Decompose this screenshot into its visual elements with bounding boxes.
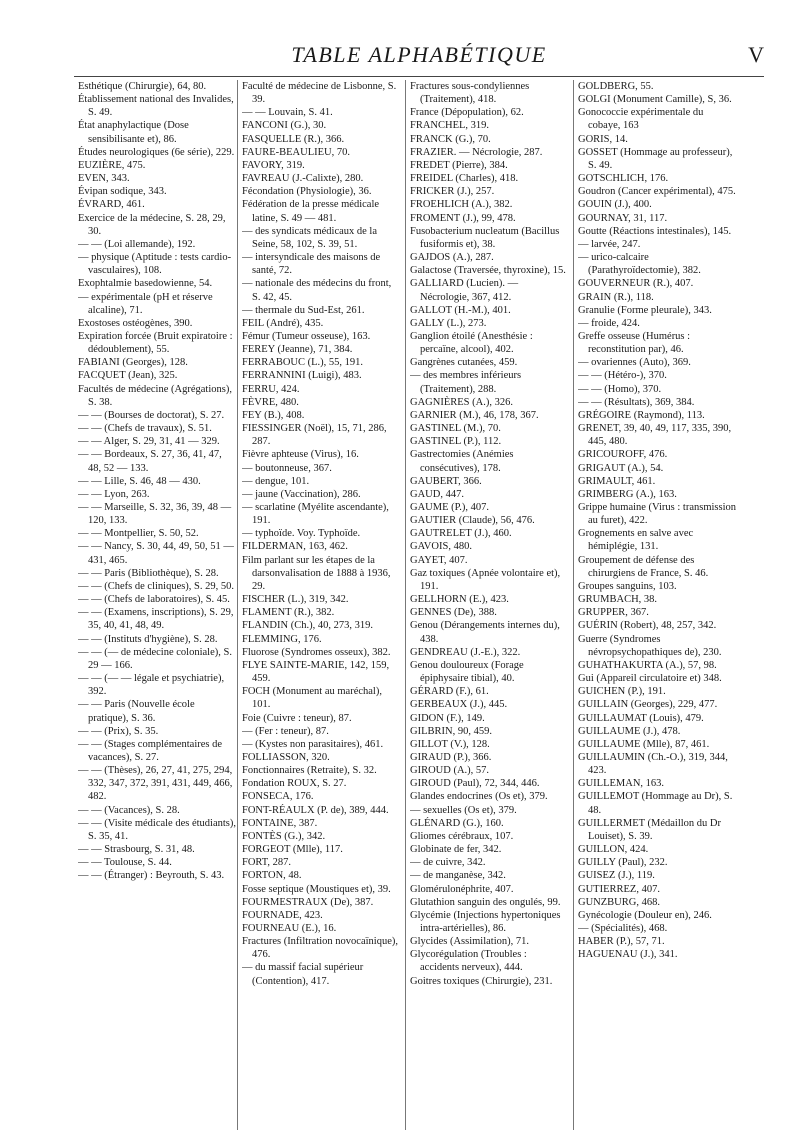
index-column-4 <box>578 80 736 1130</box>
index-entry: GIRAUD (P.), 366. <box>410 751 492 763</box>
index-entry: Glandes endocrines (Os et), 379. <box>410 791 548 803</box>
index-entry: Gynécologie (Douleur en), 246. <box>578 909 712 921</box>
index-entry: Fièvre aphteuse (Virus), 16. <box>242 449 359 461</box>
index-entry: Faculté de médecine de Lisbonne, S. 39. <box>242 81 397 106</box>
index-entry: — — (Vacances), S. 28. <box>78 804 180 816</box>
index-entry: FERRU, 424. <box>242 383 300 395</box>
index-entry: GAVOIS, 480. <box>410 541 472 553</box>
index-entry: GOTSCHLICH, 176. <box>578 173 669 185</box>
index-entry: Genou douloureux (Forage épiphysaire tibial), 40. <box>410 659 524 685</box>
index-entry: GOSSET (Hommage au professeur), S. 49. <box>578 146 733 171</box>
index-entry: — — (— de médecine coloniale), S. 29 — 166. <box>78 646 232 671</box>
index-entry: FOCH (Monument au maréchal), 101. <box>242 686 382 711</box>
index-entry: GALLOT (H.-M.), 401. <box>410 304 511 316</box>
index-entry: FONTÈS (G.), 342. <box>242 830 326 842</box>
index-column-3 <box>410 80 568 1130</box>
index-entry: GAUTRELET (J.), 460. <box>410 528 512 540</box>
index-entry: — des syndicats médicaux de la Seine, 58, 102, S. 39, 51. <box>242 225 378 250</box>
index-entry: FAVREAU (J.-Calixte), 280. <box>242 173 364 185</box>
index-entry: Glycémie (Injections hypertoniques intra-artérielles), 86. <box>410 909 561 934</box>
index-entry: — — (Thèses), 26, 27, 41, 275, 294, 332, 347, 372, 391, 431, 449, 466, 482. <box>78 765 233 803</box>
index-entry: GUILLAUMAT (Louis), 479. <box>578 712 704 724</box>
index-entry: — — (Stages complémentaires de vacances), S. 27. <box>78 738 223 763</box>
index-entry: GRAIN (R.), 118. <box>578 291 654 303</box>
index-entry: FRICKER (J.), 257. <box>410 186 495 198</box>
index-entry: FRANCK (G.), 70. <box>410 133 491 145</box>
index-entry: FIESSINGER (Noël), 15, 71, 286, 287. <box>242 423 387 448</box>
index-column-2 <box>242 80 400 1130</box>
index-entry: GUHATHAKURTA (A.), 57, 98. <box>578 659 717 671</box>
index-entry: — — Marseille, S. 32, 36, 39, 48 — 120, 133. <box>78 502 232 527</box>
index-entry: — (Kystes non parasitaires), 461. <box>242 738 384 750</box>
index-entry: Guerre (Syndromes névropsychopathiques de), 230. <box>578 633 722 658</box>
index-entry: GIDON (F.), 149. <box>410 712 485 724</box>
index-entry: GASTINEL (M.), 70. <box>410 423 501 435</box>
index-entry: GUTIERREZ, 407. <box>578 883 660 895</box>
index-entry: — — Lyon, 263. <box>78 488 150 500</box>
index-entry: FANCONI (G.), 30. <box>242 120 327 132</box>
index-entry: ÉVRARD, 461. <box>78 199 145 211</box>
index-entry: FERRANNINI (Luigi), 483. <box>242 370 362 382</box>
index-entry: GOUVERNEUR (R.), 407. <box>578 278 694 290</box>
index-entry: FRANCHEL, 319. <box>410 120 490 132</box>
index-entry: GRIMAULT, 461. <box>578 475 656 487</box>
index-entry: Études neurologiques (6e série), 229. <box>78 146 235 158</box>
index-entry: HABER (P.), 57, 71. <box>578 936 665 948</box>
column-divider <box>405 80 406 1130</box>
index-entry: GUILLAUME (Mlle), 87, 461. <box>578 738 710 750</box>
index-entry: Greffe osseuse (Humérus : reconstitution par), 46. <box>578 330 691 356</box>
index-entry: GRUMBACH, 38. <box>578 594 658 606</box>
index-entry: Groupement de défense des chirurgiens de France, S. 46. <box>578 554 709 579</box>
index-entry: FRAZIER. — Nécrologie, 287. <box>410 146 543 158</box>
index-entry: FONT-RÉAULX (P. de), 389, 444. <box>242 804 389 816</box>
index-entry: GALLIARD (Lucien). — Nécrologie, 367, 412. <box>410 278 519 303</box>
index-entry: GAUME (P.), 407. <box>410 502 490 513</box>
index-entry: — — (Hétéro-), 370. <box>578 370 667 382</box>
index-entry: Glycorégulation (Troubles : accidents nerveux), 444. <box>410 949 527 974</box>
index-entry: EVEN, 343. <box>78 173 130 185</box>
index-entry: — — Paris (Bibliothèque), S. 28. <box>78 567 219 579</box>
index-entry: FLAMENT (R.), 382. <box>242 607 335 619</box>
index-entry: GUÉRIN (Robert), 48, 257, 342. <box>578 620 717 632</box>
index-entry: GENDREAU (J.-E.), 322. <box>410 646 521 658</box>
index-entry: GOLGI (Monument Camille), S, 36. <box>578 94 732 106</box>
index-entry: GUILLEMOT (Hommage au Dr), S. 48. <box>578 791 733 816</box>
index-entry: Galactose (Traversée, thyroxine), 15. <box>410 265 566 277</box>
index-entry: Fédération de la presse médicale latine, S. 49 — 481. <box>242 199 380 224</box>
index-entry: FROMENT (J.), 99, 478. <box>410 212 516 224</box>
index-entry: — — (Chefs de laboratoires), S. 45. <box>78 594 230 606</box>
index-entry: GIROUD (Paul), 72, 344, 446. <box>410 778 540 790</box>
index-entry: Évipan sodique, 343. <box>78 186 167 198</box>
index-entry: GRUPPER, 367. <box>578 607 649 619</box>
index-entry: GENNES (De), 388. <box>410 607 497 619</box>
index-entry: Genou (Dérangements internes du), 438. <box>410 620 560 645</box>
index-entry: Grognements en salve avec hémiplégie, 131. <box>578 528 694 553</box>
index-entry: — — (Résultats), 369, 384. <box>578 396 695 408</box>
index-entry: GUILLY (Paul), 232. <box>578 857 668 869</box>
index-entry: — — Nancy, S. 30, 44, 49, 50, 51 — 431, 465. <box>78 541 234 566</box>
index-entry: Gui (Appareil circulatoire et) 348. <box>578 673 722 685</box>
index-entry: — — (Instituts d'hygiène), S. 28. <box>78 633 218 645</box>
index-entry: — — Strasbourg, S. 31, 48. <box>78 844 195 856</box>
index-entry: Gliomes cérébraux, 107. <box>410 830 514 842</box>
index-entry: Exostoses ostéogènes, 390. <box>78 317 193 329</box>
index-entry: GASTINEL (P.), 112. <box>410 436 502 448</box>
index-entry: GAGNIÈRES (A.), 326. <box>410 396 513 408</box>
index-entry: GALLY (L.), 273. <box>410 317 487 329</box>
index-entry: Goutte (Réactions intestinales), 145. <box>578 225 732 237</box>
index-entry: — — Montpellier, S. 50, 52. <box>78 528 199 540</box>
index-entry: GUILLAUMIN (Ch.-O.), 319, 344, 423. <box>578 751 728 777</box>
index-entry: — — (Chefs de cliniques), S. 29, 50. <box>78 580 235 592</box>
index-entry: FÈVRE, 480. <box>242 396 299 408</box>
index-entry: — — (Loi allemande), 192. <box>78 238 196 250</box>
index-entry: GILLOT (V.), 128. <box>410 738 490 750</box>
index-entry: — froide, 424. <box>578 317 640 329</box>
index-entry: Fémur (Tumeur osseuse), 163. <box>242 330 371 342</box>
index-entry: FACQUET (Jean), 325. <box>78 370 178 382</box>
index-entry: — — (Prix), S. 35. <box>78 725 159 737</box>
index-entry: — du massif facial supérieur (Contention), 417. <box>242 962 364 987</box>
page-header <box>74 42 764 76</box>
index-entry: FABIANI (Georges), 128. <box>78 357 188 369</box>
index-entry: — — Louvain, S. 41. <box>242 107 333 119</box>
index-entry: FERRABOUC (L.), 55, 191. <box>242 357 364 369</box>
index-entry: — nationale des médecins du front, S. 42, 45. <box>242 278 392 303</box>
index-entry: GAUBERT, 366. <box>410 475 482 487</box>
index-entry: Glycides (Assimilation), 71. <box>410 936 529 948</box>
index-entry: Gastrectomies (Anémies consécutives), 178. <box>410 449 514 474</box>
index-entry: — ovariennes (Auto), 369. <box>578 357 691 369</box>
index-entry: Exophtalmie basedowienne, 54. <box>78 278 213 290</box>
index-entry: GAYET, 407. <box>410 554 468 566</box>
index-entry: France (Dépopulation), 62. <box>410 107 524 119</box>
index-entry: GRÉGOIRE (Raymond), 113. <box>578 409 705 421</box>
index-entry: — de cuivre, 342. <box>410 857 486 869</box>
index-entry: Fécondation (Physiologie), 36. <box>242 186 372 198</box>
index-entry: Exercice de la médecine, S. 28, 29, 30. <box>78 212 226 237</box>
index-entry: GAUTIER (Claude), 56, 476. <box>410 515 535 527</box>
index-entry: Facultés de médecine (Agrégations), S. 38. <box>78 383 232 408</box>
index-entry: — — (Homo), 370. <box>578 383 662 395</box>
index-entry: — sexuelles (Os et), 379. <box>410 804 517 816</box>
index-entry: — larvée, 247. <box>578 238 641 250</box>
index-entry: FISCHER (L.), 319, 342. <box>242 594 349 606</box>
index-entry: FEREY (Jeanne), 71, 384. <box>242 344 353 356</box>
index-entry: GIROUD (A.), 57. <box>410 765 490 777</box>
index-entry: GÉRARD (F.), 61. <box>410 686 489 698</box>
index-entry: — — (Visite médicale des étudiants), S. 35, 41. <box>78 817 236 842</box>
index-entry: Groupes sanguins, 103. <box>578 580 677 592</box>
index-entry: Gangrènes cutanées, 459. <box>410 357 518 369</box>
index-entry: FASQUELLE (R.), 366. <box>242 133 345 145</box>
index-column-1 <box>78 80 236 1130</box>
index-entry: Fractures sous-condyliennes (Traitement), 418. <box>410 81 530 106</box>
index-entry: GUILLAIN (Georges), 229, 477. <box>578 699 718 711</box>
index-entry: GRICOUROFF, 476. <box>578 449 668 461</box>
index-entry: — (Fer : teneur), 87. <box>242 725 329 737</box>
index-entry: FAURE-BEAULIEU, 70. <box>242 146 351 158</box>
index-entry: FONSECA, 176. <box>242 791 314 803</box>
index-entry: FOURNEAU (E.), 16. <box>242 923 337 934</box>
index-entry: Esthétique (Chirurgie), 64, 80. <box>78 81 207 92</box>
index-entry: — de manganèse, 342. <box>410 870 506 882</box>
index-entry: Grippe humaine (Virus : transmission au furet), 422. <box>578 502 736 527</box>
index-entry: FOLLIASSON, 320. <box>242 751 330 763</box>
index-entry: EUZIÈRE, 475. <box>78 159 146 171</box>
index-entry: Foie (Cuivre : teneur), 87. <box>242 712 352 724</box>
index-entry: Ganglion étoilé (Anesthésie : percaïne, alcool), 402. <box>410 330 533 356</box>
index-entry: GUILLEMAN, 163. <box>578 778 665 790</box>
index-entry: GARNIER (M.), 46, 178, 367. <box>410 409 539 421</box>
index-entry: Goitres toxiques (Chirurgie), 231. <box>410 975 553 987</box>
index-entry: FLEMMING, 176. <box>242 633 322 645</box>
index-entry: FORT, 287. <box>242 857 292 869</box>
index-entry: — — Bordeaux, S. 27, 36, 41, 47, 48, 52 — 133. <box>78 449 222 474</box>
index-entry: — (Spécialités), 468. <box>578 923 668 934</box>
index-entry: GAJDOS (A.), 287. <box>410 252 494 264</box>
index-entry: FORTON, 48. <box>242 870 302 882</box>
index-entry: GOUIN (J.), 400. <box>578 199 652 211</box>
index-entry: GUILLERMET (Médaillon du Dr Louiset), S. 39. <box>578 817 721 842</box>
index-entry: FORGEOT (Mlle), 117. <box>242 844 343 856</box>
index-entry: Fluorose (Syndromes osseux), 382. <box>242 646 391 658</box>
index-entry: — urico-calcaire (Parathyroïdectomie), 382. <box>578 252 701 277</box>
column-divider <box>573 80 574 1130</box>
index-entry: FLYE SAINTE-MARIE, 142, 159, 459. <box>242 659 390 685</box>
index-entry: — — Alger, S. 29, 31, 41 — 329. <box>78 436 220 448</box>
index-entry: GERBEAUX (J.), 445. <box>410 699 508 711</box>
index-entry: Fosse septique (Moustiques et), 39. <box>242 883 391 895</box>
index-entry: — jaune (Vaccination), 286. <box>242 488 361 500</box>
header-rule <box>74 76 764 77</box>
index-entry: GOLDBERG, 55. <box>578 81 654 92</box>
index-entry: — — (Examens, inscriptions), S. 29, 35, 40, 41, 48, 49. <box>78 607 234 632</box>
index-entry: Fusobacterium nucleatum (Bacillus fusiformis et), 38. <box>410 225 560 250</box>
index-entry: — — Paris (Nouvelle école pratique), S. 36. <box>78 699 195 724</box>
index-entry: État anaphylactique (Dose sensibilisante et), 86. <box>78 120 189 145</box>
index-entry: GUILLON, 424. <box>578 844 649 856</box>
index-entry: FEY (B.), 408. <box>242 409 305 421</box>
index-entry: GUILLAUME (J.), 478. <box>578 725 681 737</box>
index-entry: FROEHLICH (A.), 382. <box>410 199 513 211</box>
index-entry: Expiration forcée (Bruit expiratoire : dédoublement), 55. <box>78 330 233 356</box>
index-entry: Fractures (Infiltration novocaïnique), 476. <box>242 936 398 961</box>
index-entry: — thermale du Sud-Est, 261. <box>242 304 365 316</box>
index-entry: GUNZBURG, 468. <box>578 896 660 908</box>
index-entry: GLÉNARD (G.), 160. <box>410 817 504 829</box>
index-entry: — — (Étranger) : Beyrouth, S. 43. <box>78 870 225 882</box>
index-entry: Glomérulonéphrite, 407. <box>410 883 514 895</box>
index-entry: FREDET (Pierre), 384. <box>410 159 508 171</box>
index-entry: — typhoïde. Voy. Typhoïde. <box>242 528 361 540</box>
index-entry: Film parlant sur les étapes de la darsonvalisation de 1888 à 1936, 29. <box>242 554 391 592</box>
index-entry: Fondation ROUX, S. 27. <box>242 778 347 790</box>
page-number: V <box>748 42 764 67</box>
index-entry: GRIMBERG (A.), 163. <box>578 488 677 500</box>
index-entry: — intersyndicale des maisons de santé, 72. <box>242 252 381 277</box>
index-entry: FOURMESTRAUX (De), 387. <box>242 896 374 908</box>
index-entry: FEIL (André), 435. <box>242 317 324 329</box>
index-entry: GRENET, 39, 40, 49, 117, 335, 390, 445, 480. <box>578 423 732 448</box>
index-entry: GAUD, 447. <box>410 488 464 500</box>
index-entry: FLANDIN (Ch.), 40, 273, 319. <box>242 620 373 632</box>
index-entry: — — Lille, S. 46, 48 — 430. <box>78 475 201 487</box>
index-entry: — — Toulouse, S. 44. <box>78 857 172 869</box>
index-entry: Globinate de fer, 342. <box>410 844 502 856</box>
index-entry: — expérimentale (pH et réserve alcaline), 71. <box>78 291 213 316</box>
index-entry: — boutonneuse, 367. <box>242 462 332 474</box>
index-entry: FONTAINE, 387. <box>242 817 318 829</box>
index-entry: — des membres inférieurs (Traitement), 288. <box>410 370 522 395</box>
index-entry: Gonococcie expérimentale du cobaye, 163 <box>578 107 704 132</box>
index-entry: GILBRIN, 90, 459. <box>410 725 492 737</box>
index-entry: GELLHORN (E.), 423. <box>410 594 509 606</box>
index-entry: — dengue, 101. <box>242 475 310 487</box>
index-entry: FOURNADE, 423. <box>242 909 323 921</box>
index-entry: GOURNAY, 31, 117. <box>578 212 668 224</box>
index-entry: Goudron (Cancer expérimental), 475. <box>578 186 736 198</box>
index-entry: GRIGAUT (A.), 54. <box>578 462 664 474</box>
index-entry: FAVORY, 319. <box>242 159 305 171</box>
index-entry: FILDERMAN, 163, 462. <box>242 541 348 553</box>
index-entry: Glutathion sanguin des ongulés, 99. <box>410 896 561 908</box>
index-columns <box>74 80 768 1130</box>
column-divider <box>237 80 238 1130</box>
index-entry: FREIDEL (Charles), 418. <box>410 173 519 185</box>
index-entry: — physique (Aptitude : tests cardio-vasculaires), 108. <box>78 252 232 277</box>
index-entry: — — (Bourses de doctorat), S. 27. <box>78 409 225 421</box>
index-entry: Granulie (Forme pleurale), 343. <box>578 304 712 316</box>
index-entry: GORIS, 14. <box>578 133 628 145</box>
index-entry: Établissement national des Invalides, S. 49. <box>78 94 234 119</box>
index-entry: — — (— — légale et psychiatrie), 392. <box>78 673 225 698</box>
index-entry: Fonctionnaires (Retraite), S. 32. <box>242 765 377 777</box>
running-title: TABLE ALPHABÉTIQUE <box>291 42 547 67</box>
index-entry: — — (Chefs de travaux), S. 51. <box>78 423 212 435</box>
index-entry: HAGUENAU (J.), 341. <box>578 949 678 961</box>
index-entry: — scarlatine (Myélite ascendante), 191. <box>242 502 389 527</box>
index-entry: GUICHEN (P.), 191. <box>578 686 666 698</box>
index-entry: GUISEZ (J.), 119. <box>578 870 655 882</box>
index-entry: Gaz toxiques (Apnée volontaire et), 191. <box>410 567 561 592</box>
